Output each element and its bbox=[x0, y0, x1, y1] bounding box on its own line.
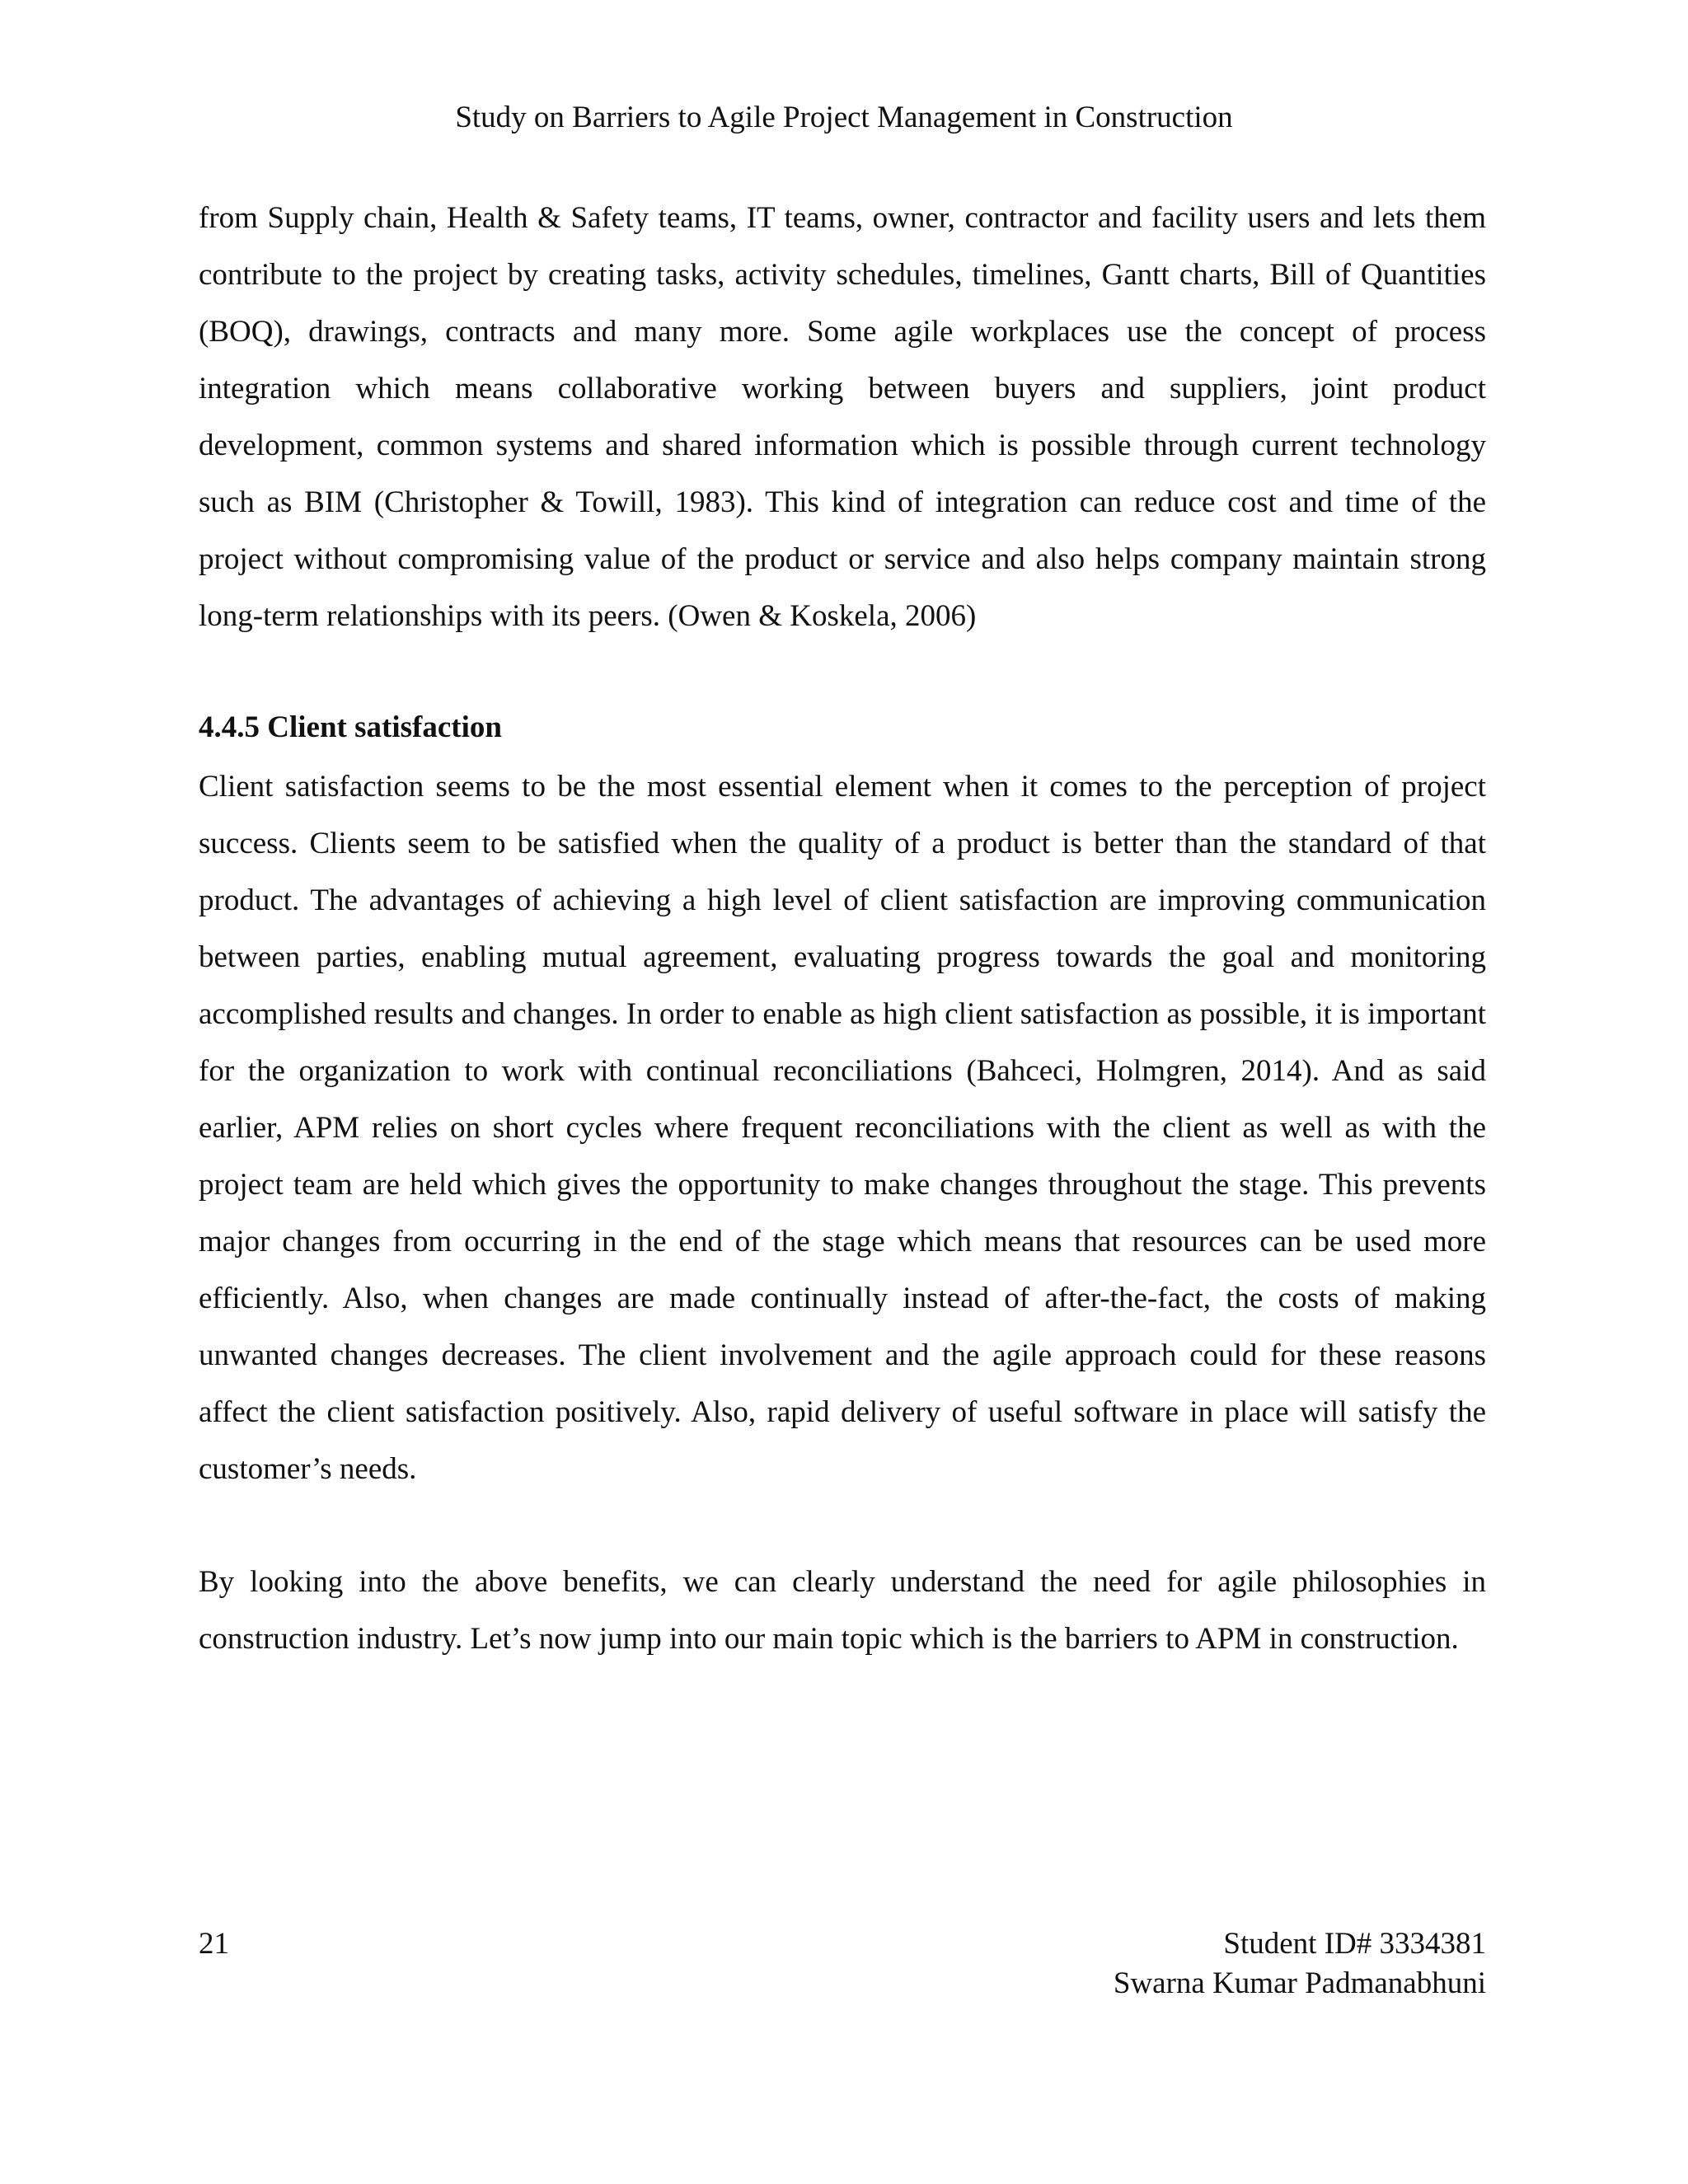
body-paragraph-2: Client satisfaction seems to be the most essential element when it comes to the perception of project success. Clients seem to be satisfied when the quality of a product is better than the standard of that product. The advantages of achieving a high level of client satisfaction are improving communication between parties, enabling mutual agreement, evaluating progress towards the goal and monitoring accomplished results and changes. In order to enable as high client satisfaction as possible, it is important for the organization to work with continual reconciliations (Bahceci, Holmgren, 2014). And as said earlier, APM relies on short cycles where frequent reconciliations with the client as well as with the project team are held which gives the opportunity to make changes throughout the stage. This prevents major changes from occurring in the end of the stage which means that resources can be used more efficiently. Also, when changes are made continually instead of after-the-fact, the costs of making unwanted changes decreases. The client involvement and the agile approach could for these reasons affect the client satisfaction positively. Also, rapid delivery of useful software in place will satisfy the customer’s needs. bbox=[199, 770, 1486, 1486]
page-number: 21 bbox=[199, 1927, 229, 1961]
running-header: Study on Barriers to Agile Project Management in Construction bbox=[455, 101, 1233, 134]
student-id: Student ID# 3334381 bbox=[1223, 1927, 1486, 1961]
author-name: Swarna Kumar Padmanabhuni bbox=[1113, 1966, 1486, 2000]
body-paragraph-1: from Supply chain, Health & Safety teams, IT teams, owner, contractor and facility users and lets them contribute to the project by creating tasks, activity schedules, timelines, Gantt charts, Bill of Quantities (BOQ), drawings, contracts and many more. Some agile workplaces use the concept of process integration which means collaborative working between buyers and suppliers, joint product development, common systems and shared information which is possible through current technology such as BIM (Christopher & Towill, 1983). This kind of integration can reduce cost and time of the project without compromising value of the product or service and also helps company maintain strong long-term relationships with its peers. (Owen & Koskela, 2006) bbox=[199, 201, 1486, 633]
body-paragraph-3: By looking into the above benefits, we can clearly understand the need for agile philosophies in construction industry. Let’s now jump into our main topic which is the barriers to APM in construction. bbox=[199, 1565, 1486, 1656]
section-heading: 4.4.5 Client satisfaction bbox=[199, 710, 502, 744]
footer-author-block bbox=[1114, 1924, 1486, 2004]
